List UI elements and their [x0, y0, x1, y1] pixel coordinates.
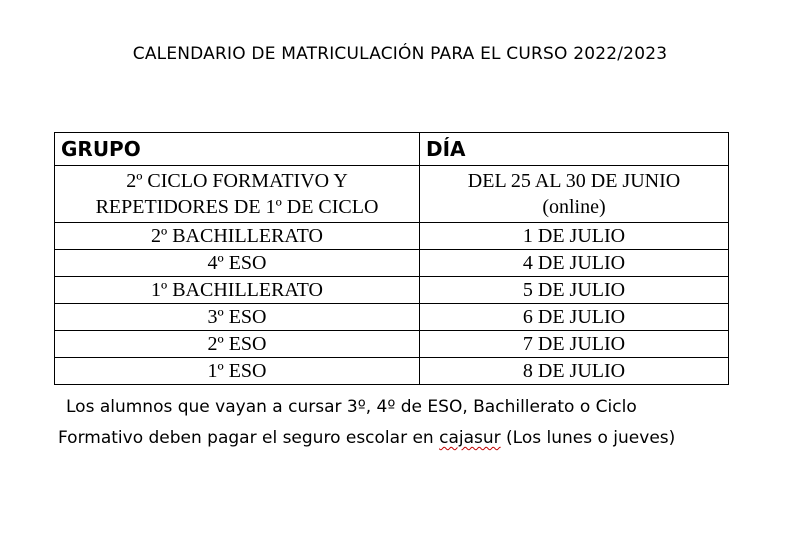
group-cell-line: 2º CICLO FORMATIVO Y [126, 170, 348, 192]
table-row [55, 166, 729, 223]
table-row [55, 358, 729, 385]
group-cell [55, 166, 420, 223]
note-text-after: (Los lunes o jueves) [500, 428, 676, 448]
group-cell: 2º BACHILLERATO [55, 223, 420, 250]
table-header-row [55, 133, 729, 166]
enrollment-table [54, 132, 729, 385]
day-cell: 6 DE JULIO [420, 304, 729, 331]
group-cell-line: REPETIDORES DE 1º DE CICLO [95, 196, 379, 218]
page-title: CALENDARIO DE MATRICULACIÓN PARA EL CURSO 2022/2023 [132, 44, 668, 64]
group-cell: 1º ESO [55, 358, 420, 385]
column-header-day: DÍA [420, 133, 729, 166]
group-cell: 1º BACHILLERATO [55, 277, 420, 304]
day-cell-line: DEL 25 AL 30 DE JUNIO [467, 170, 681, 192]
day-cell: 8 DE JULIO [420, 358, 729, 385]
table-row [55, 250, 729, 277]
table-row [55, 223, 729, 250]
insurance-note-line-2 [0, 428, 800, 448]
note-text-before: Formativo deben pagar el seguro escolar en [58, 428, 440, 448]
day-cell: 1 DE JULIO [420, 223, 729, 250]
table-row [55, 331, 729, 358]
day-cell-line: (online) [542, 196, 606, 218]
column-header-group: GRUPO [55, 133, 420, 166]
day-cell [420, 166, 729, 223]
group-cell: 2º ESO [55, 331, 420, 358]
insurance-note-line-1: Los alumnos que vayan a cursar 3º, 4º de ESO, Bachillerato o Ciclo [66, 397, 637, 417]
group-cell: 3º ESO [55, 304, 420, 331]
table-row [55, 304, 729, 331]
day-cell: 7 DE JULIO [420, 331, 729, 358]
group-cell: 4º ESO [55, 250, 420, 277]
day-cell: 5 DE JULIO [420, 277, 729, 304]
day-cell: 4 DE JULIO [420, 250, 729, 277]
spellcheck-word-cajasur: cajasur [439, 428, 501, 448]
table-row [55, 277, 729, 304]
